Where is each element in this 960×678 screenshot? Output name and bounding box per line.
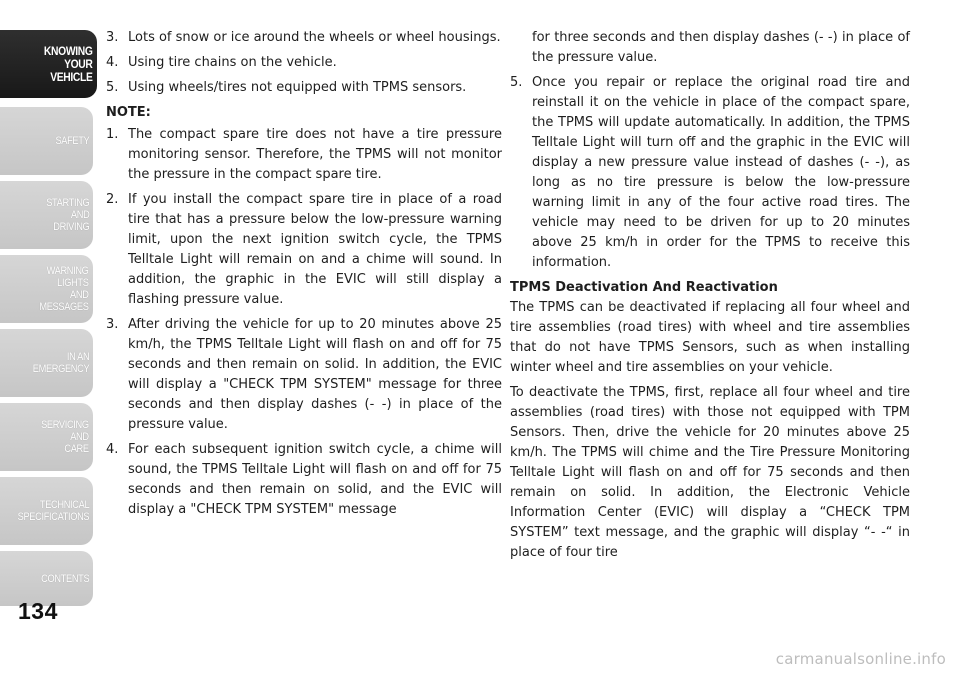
list-item [106,125,502,185]
list-item [106,440,502,520]
tab-label: KNOWING YOUR VEHICLE [44,43,93,84]
list-number: 4. [106,442,119,457]
list-number: 5. [106,80,119,95]
list-item [106,78,502,98]
tab-warning-lights-and-messages[interactable] [0,255,93,323]
tab-in-an-emergency[interactable] [0,329,93,397]
tab-label: STARTING AND DRIVING [45,197,89,233]
chapter-sidebar [0,0,98,606]
tab-safety[interactable] [0,107,93,175]
body-paragraph: To deactivate the TPMS, first, replace all four wheel and tire assemblies (road tires) with those not equipped with TPM Sensors. Then, drive the vehicle for 20 minutes above 25 km/h. The TPMS will chime and the Tire Pressure Monitoring Telltale Light will flash on and off for 75 seconds and then remain on solid. In addition, the Electronic Vehicle Information Center (EVIC) will display a “CHECK TPM SYSTEM” text message, and the graphic will display “- -“ in place of four tire [510,385,910,560]
list-number: 5. [510,75,523,90]
list-number: 2. [106,192,119,207]
body-paragraph: The TPMS can be deactivated if replacing all four wheel and tire assemblies (road tires) with wheel and tire assemblies that do not have TPMS Sensors, such as when installing winter wheel and tire assemblies on your vehicle. [510,300,910,375]
right-column [510,28,910,568]
list-item [106,53,502,73]
list-number: 1. [106,127,119,142]
list-text: If you install the compact spare tire in place of a road tire that has a pressure below the low-pressure warning limit, upon the next ignition switch cycle, the TPMS Telltale Light will remain on and a chime will sound. In addition, the graphic in the EVIC will still display a flashing pressure value. [128,192,502,307]
list-item [510,73,910,273]
list-text: Using tire chains on the vehicle. [128,55,337,70]
list-continuation: for three seconds and then display dashes (- -) in place of the pressure value. [532,30,910,65]
list-text: Once you repair or replace the original road tire and reinstall it on the vehicle in place of the compact spare, the TPMS will update automatically. In addition, the TPMS Telltale Light will turn off and the graphic in the EVIC will display a new pressure value instead of dashes (- -), as long as no tire pressure is below the low-pressure warning limit in any of the four active road tires. The vehicle may need to be driven for up to 20 minutes above 25 km/h in order for the TPMS to receive this information. [532,75,910,270]
list-item [106,28,502,48]
list-number: 3. [106,317,119,332]
tab-label: WARNING LIGHTS AND MESSAGES [39,265,89,313]
list-text: After driving the vehicle for up to 20 minutes above 25 km/h, the TPMS Telltale Light will flash on and off for 75 seconds and then remain on solid. In addition, the EVIC will display a "CHECK TPM SYSTEM" message for three seconds and then display dashes (- -) in place of the pressure value. [128,317,502,432]
list-number: 4. [106,55,119,70]
tab-label: TECHNICAL SPECIFICATIONS [17,499,89,523]
tab-label: CONTENTS [40,572,89,585]
watermark: carmanualsonline.info [775,650,946,668]
tab-starting-and-driving[interactable] [0,181,93,249]
note-label: NOTE: [106,105,151,120]
tab-label: SAFETY [55,135,89,147]
section-heading: TPMS Deactivation And Reactivation [510,280,778,295]
tab-knowing-your-vehicle[interactable] [0,30,97,98]
tab-technical-specifications[interactable] [0,477,93,545]
left-column [106,28,502,525]
tab-label: SERVICING AND CARE [41,419,89,455]
list-number: 3. [106,30,119,45]
tab-servicing-and-care[interactable] [0,403,93,471]
list-item [106,190,502,310]
list-text: For each subsequent ignition switch cycle, a chime will sound, the TPMS Telltale Light will flash on and off for 75 seconds and then remain on solid, and the EVIC will display a "CHECK TPM SYSTEM" message [128,442,502,517]
list-text: Lots of snow or ice around the wheels or wheel housings. [128,30,501,45]
list-item [106,315,502,435]
tab-label: IN AN EMERGENCY [32,351,89,375]
page-number: 134 [18,598,58,624]
list-text: Using wheels/tires not equipped with TPMS sensors. [128,80,467,95]
list-text: The compact spare tire does not have a tire pressure monitoring sensor. Therefore, the TPMS will not monitor the pressure in the compact spare tire. [128,127,502,182]
